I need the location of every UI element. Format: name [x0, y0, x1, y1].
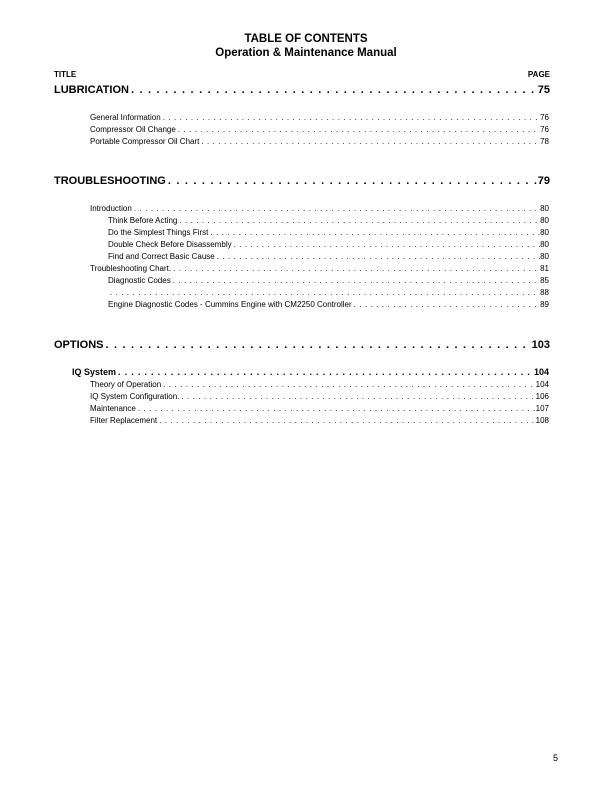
- entry-page: 85: [540, 276, 549, 285]
- entry-label: Troubleshooting Chart.: [90, 264, 172, 273]
- toc-entry-compressor-oil-change[interactable]: [90, 125, 549, 134]
- entry-page: 80: [540, 240, 549, 249]
- toc-entry-maintenance[interactable]: [90, 404, 549, 413]
- dot-leader: [129, 84, 538, 96]
- dot-leader: [116, 367, 534, 377]
- toc-entry-double-check-before-disassembly[interactable]: [108, 240, 549, 249]
- entry-page: 81: [540, 264, 549, 273]
- toc-entry-portable-compressor-oil-chart[interactable]: [90, 137, 549, 146]
- dot-leader: [179, 392, 535, 401]
- toc-entry-iq-system[interactable]: [72, 367, 549, 377]
- entry-page: 76: [540, 113, 549, 122]
- entry-page: 75: [537, 84, 550, 96]
- entry-label: Portable Compressor Oil Chart: [90, 137, 200, 146]
- entry-label: IQ System Configuration.: [90, 392, 180, 401]
- toc-entry-lubrication[interactable]: [54, 84, 550, 96]
- dot-leader: [157, 416, 536, 425]
- toc-entry-troubleshooting[interactable]: [54, 175, 550, 187]
- page-number: 5: [552, 753, 558, 763]
- dot-leader: [199, 137, 540, 146]
- entry-page: 88: [540, 288, 549, 297]
- entry-page: 106: [535, 392, 549, 401]
- toc-title: TABLE OF CONTENTS: [244, 33, 368, 45]
- entry-label: LUBRICATION: [54, 84, 129, 96]
- dot-leader: [177, 216, 540, 225]
- entry-label: Engine Diagnostic Codes - Cummins Engine with CM2250 Controller: [108, 300, 352, 309]
- dot-leader: [208, 228, 540, 237]
- entry-page: 80: [540, 228, 549, 237]
- toc-entry-filter-replacement[interactable]: [90, 416, 549, 425]
- dot-leader: [352, 300, 540, 309]
- toc-entry-theory-of-operation[interactable]: [90, 380, 549, 389]
- entry-label: Think Before Acting: [108, 216, 178, 225]
- entry-label: Theory of Operation: [90, 380, 162, 389]
- entry-page: 107: [535, 404, 549, 413]
- entry-label: Diagnostic Codes: [108, 276, 171, 285]
- entry-page: 89: [540, 300, 549, 309]
- dot-leader: [171, 276, 540, 285]
- entry-label: Maintenance: [90, 404, 136, 413]
- entry-page: 78: [540, 137, 549, 146]
- entry-label: Find and Correct Basic Cause: [108, 252, 215, 261]
- entry-label: Introduction: [90, 204, 132, 213]
- entry-label: IQ System: [72, 367, 117, 377]
- entry-label: Filter Replacement: [90, 416, 158, 425]
- toc-entry-untitled[interactable]: [108, 288, 549, 297]
- entry-label: Compressor Oil Change: [90, 125, 176, 134]
- entry-page: 80: [540, 252, 549, 261]
- entry-page: 80: [540, 204, 549, 213]
- dot-leader: [108, 288, 540, 297]
- dot-leader: [136, 404, 536, 413]
- dot-leader: [161, 113, 540, 122]
- dot-leader: [215, 252, 540, 261]
- dot-leader: [104, 339, 532, 351]
- toc-entry-introduction[interactable]: [90, 204, 549, 213]
- entry-label: Double Check Before Disassembly: [108, 240, 232, 249]
- toc-entry-general-information[interactable]: [90, 113, 549, 122]
- entry-page: 104: [535, 380, 549, 389]
- toc-entry-troubleshooting-chart[interactable]: [90, 264, 549, 273]
- entry-page: 103: [531, 339, 550, 351]
- manual-title: Operation & Maintenance Manual: [215, 47, 397, 59]
- entry-page: 80: [540, 216, 549, 225]
- toc-entry-do-simplest-things-first[interactable]: [108, 228, 549, 237]
- entry-page: 104: [533, 367, 549, 377]
- entry-label: TROUBLESHOOTING: [54, 175, 166, 187]
- dot-leader: [132, 204, 540, 213]
- entry-label: Do the Simplest Things First: [108, 228, 209, 237]
- dot-leader: [171, 264, 540, 273]
- dot-leader: [166, 175, 538, 187]
- entry-label: OPTIONS: [54, 339, 104, 351]
- dot-leader: [176, 125, 540, 134]
- toc-entry-find-and-correct-basic-cause[interactable]: [108, 252, 549, 261]
- entry-page: 108: [535, 416, 549, 425]
- entry-page: 79: [537, 175, 550, 187]
- title-column-header: TITLE: [54, 70, 77, 79]
- entry-label: General Information: [90, 113, 161, 122]
- toc-entry-iq-system-configuration[interactable]: [90, 392, 549, 401]
- page-column-header: PAGE: [527, 70, 550, 79]
- toc-entry-think-before-acting[interactable]: [108, 216, 549, 225]
- document-header: [0, 32, 612, 60]
- toc-entry-diagnostic-codes[interactable]: [108, 276, 549, 285]
- entry-page: 76: [540, 125, 549, 134]
- dot-leader: [232, 240, 540, 249]
- toc-entry-options[interactable]: [54, 339, 550, 351]
- dot-leader: [161, 380, 535, 389]
- toc-entry-engine-diagnostic-codes[interactable]: [108, 300, 549, 309]
